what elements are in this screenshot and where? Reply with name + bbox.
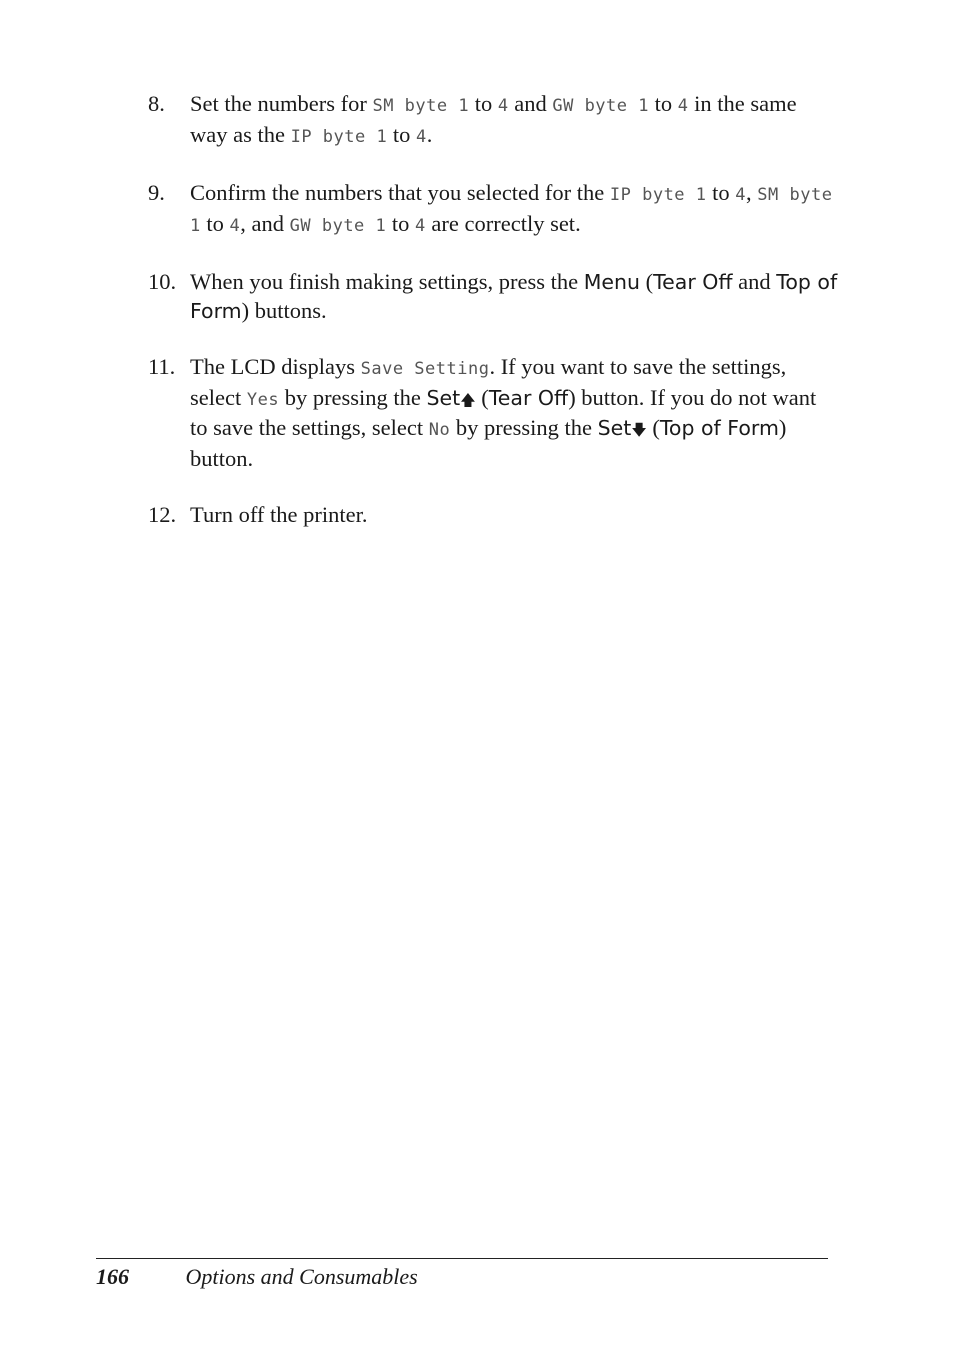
- button-name: Top of Form: [190, 270, 838, 323]
- lcd-text: Save Setting: [360, 359, 490, 379]
- step-text: [190, 269, 837, 323]
- step-text-run: by pressing the: [279, 384, 427, 410]
- step-text-run: Turn off the printer.: [190, 502, 368, 527]
- button-name: Tear Off: [653, 270, 733, 294]
- button-name: Set: [597, 416, 632, 440]
- lcd-text: IP byte 1: [290, 126, 388, 147]
- step-item: [148, 353, 838, 473]
- lcd-text: SM byte 1: [372, 96, 470, 116]
- step-number: 11.: [148, 354, 176, 379]
- step-text-run: (: [646, 415, 660, 440]
- lcd-text: 4: [415, 126, 427, 147]
- section-title: Options and Consumables: [185, 1264, 418, 1289]
- footer-rule: [96, 1258, 828, 1259]
- step-text-run: Confirm the numbers that you selected for the: [190, 180, 610, 205]
- step-number: 9.: [148, 180, 165, 205]
- button-name: Set: [426, 385, 461, 410]
- step-text-run: to: [469, 91, 498, 116]
- step-item: [148, 90, 838, 151]
- lcd-text: IP byte 1: [609, 185, 707, 205]
- step-text-run: ) buttons.: [241, 297, 327, 323]
- step-item: [148, 179, 838, 240]
- step-text-run: , and: [240, 210, 290, 236]
- lcd-text: 4: [229, 215, 241, 236]
- step-text-run: and: [508, 91, 553, 116]
- step-text: [190, 180, 832, 236]
- step-number: 12.: [148, 502, 177, 527]
- lcd-text: 4: [677, 96, 689, 116]
- step-text-run: The LCD displays: [190, 354, 361, 379]
- step-text-run: ) button. If you do not want to save the settings, select: [190, 384, 817, 440]
- lcd-text: GW byte 1: [552, 96, 649, 116]
- step-text-run: ) button.: [190, 415, 787, 471]
- lcd-text: No: [428, 420, 451, 440]
- step-text-run: to: [200, 210, 230, 236]
- step-text-run: (: [475, 384, 489, 410]
- step-text-run: to: [386, 210, 416, 236]
- arrow-down-icon: 🡇: [631, 421, 647, 439]
- step-text-run: . If you want to save the settings, select: [190, 354, 787, 410]
- step-text-run: to: [706, 180, 736, 205]
- step-text: [190, 502, 368, 527]
- lcd-text: 4: [415, 215, 426, 236]
- step-text-run: in the same way as the: [190, 91, 797, 147]
- page-number: 166: [96, 1264, 129, 1289]
- step-text-run: are correctly set.: [425, 210, 581, 236]
- button-name: Tear Off: [488, 385, 569, 410]
- step-text-run: Set the numbers for: [190, 91, 373, 116]
- step-text-run: .: [426, 121, 433, 147]
- step-text-run: by pressing the: [450, 415, 598, 440]
- procedure-steps: [148, 90, 838, 558]
- lcd-text: 4: [735, 185, 747, 205]
- step-text-run: and: [732, 269, 777, 294]
- step-number: 10.: [148, 269, 177, 294]
- lcd-text: SM byte 1: [190, 185, 833, 236]
- step-text-run: to: [648, 91, 678, 116]
- arrow-up-icon: 🡅: [460, 390, 476, 409]
- step-item: [148, 501, 838, 530]
- step-text-run: ,: [746, 180, 758, 205]
- step-text-run: When you finish making settings, press the: [190, 269, 584, 294]
- lcd-text: 4: [497, 96, 509, 116]
- step-text-run: to: [387, 121, 416, 147]
- step-text: [190, 91, 797, 147]
- step-number: 8.: [148, 91, 165, 116]
- button-name: Menu: [583, 270, 640, 294]
- lcd-text: GW byte 1: [289, 215, 387, 236]
- step-item: [148, 268, 838, 325]
- page-footer: [96, 1264, 418, 1290]
- button-name: Top of Form: [659, 416, 779, 440]
- step-text: [190, 354, 816, 471]
- step-text-run: (: [640, 269, 654, 294]
- lcd-text: Yes: [246, 389, 280, 410]
